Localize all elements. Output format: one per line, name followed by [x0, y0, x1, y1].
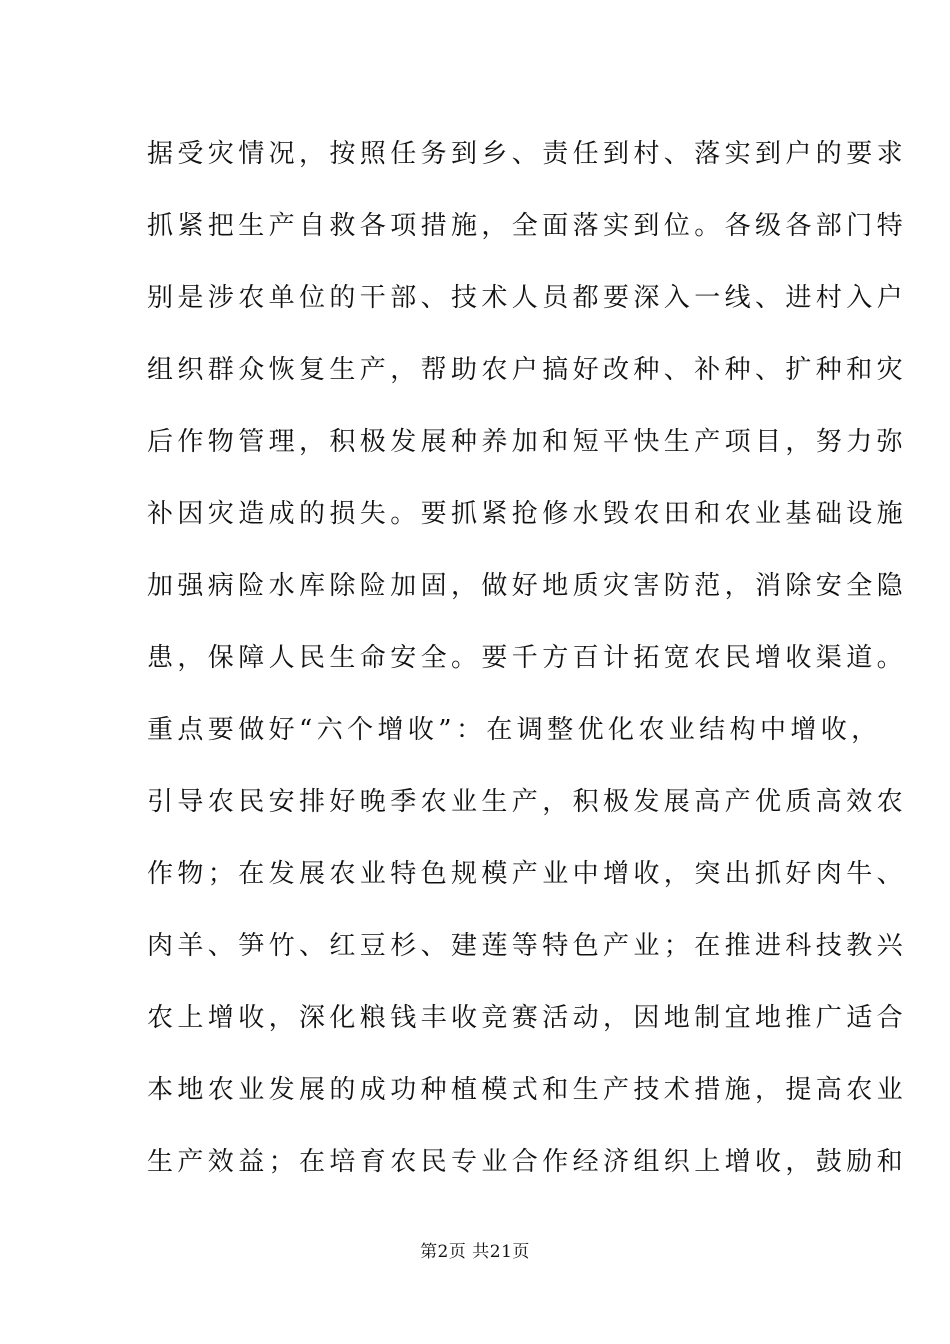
body-text-line: 组织群众恢复生产，帮助农户搞好改种、补种、扩种和灾 — [147, 355, 908, 385]
body-text-line: 引导农民安排好晚季农业生产，积极发展高产优质高效农 — [147, 787, 908, 817]
body-text-line: 作物；在发展农业特色规模产业中增收，突出抓好肉牛、 — [147, 859, 908, 889]
body-text-line: 农上增收，深化粮钱丰收竞赛活动，因地制宜地推广适合 — [147, 1003, 908, 1033]
body-text-line: 后作物管理，积极发展种养加和短平快生产项目，努力弥 — [147, 427, 908, 457]
body-text-line: 抓紧把生产自救各项措施，全面落实到位。各级各部门特 — [147, 211, 908, 241]
body-text-line: 加强病险水库除险加固，做好地质灾害防范，消除安全隐 — [147, 571, 908, 601]
body-text-line: 患，保障人民生命安全。要千方百计拓宽农民增收渠道。 — [147, 643, 908, 673]
body-text-line: 重点要做好“六个增收”：在调整优化农业结构中增收， — [147, 715, 882, 745]
body-text-line: 生产效益；在培育农民专业合作经济组织上增收，鼓励和 — [147, 1147, 908, 1177]
body-text-line: 肉羊、笋竹、红豆杉、建莲等特色产业；在推进科技教兴 — [147, 931, 908, 961]
page-number-footer: 第2页 共21页 — [420, 1242, 530, 1262]
body-text-line: 据受灾情况，按照任务到乡、责任到村、落实到户的要求 — [147, 139, 908, 169]
body-text-line: 补因灾造成的损失。要抓紧抢修水毁农田和农业基础设施 — [147, 499, 908, 529]
body-text-line: 别是涉农单位的干部、技术人员都要深入一线、进村入户 — [147, 283, 908, 313]
body-text-line: 本地农业发展的成功种植模式和生产技术措施，提高农业 — [147, 1075, 908, 1105]
